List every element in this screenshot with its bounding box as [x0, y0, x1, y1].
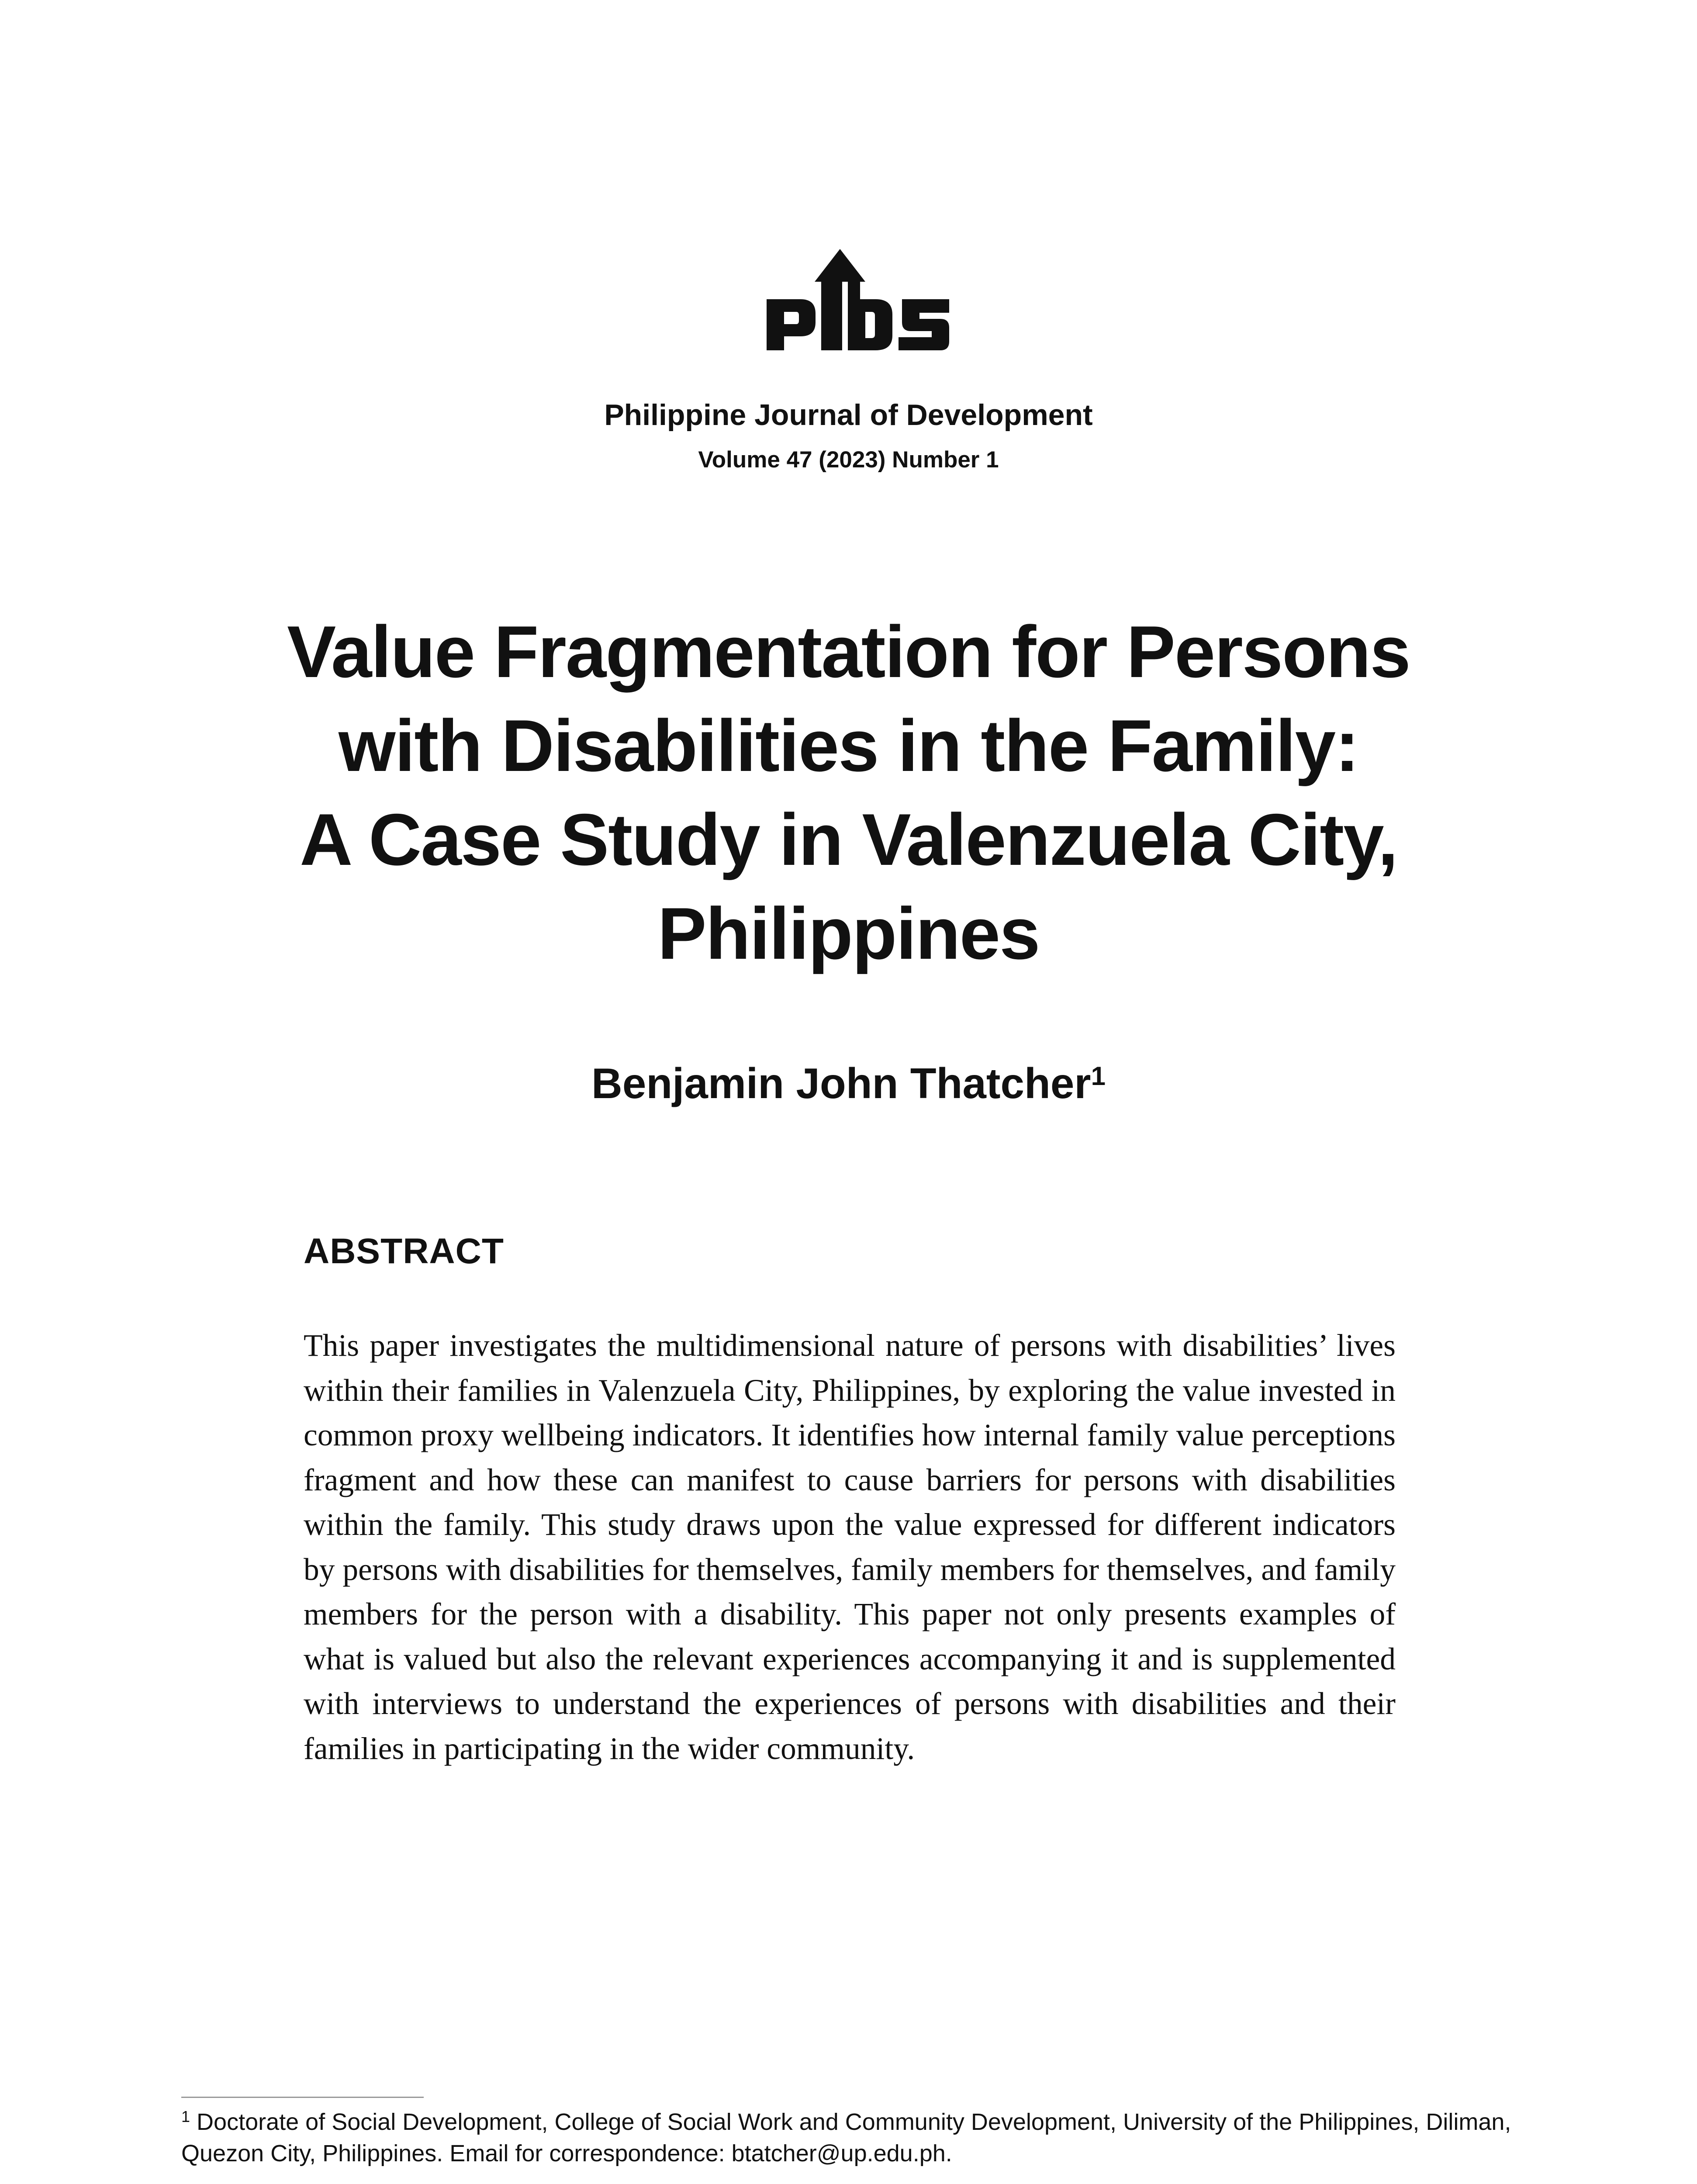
journal-issue: Volume 47 (2023) Number 1: [698, 447, 999, 473]
title-line: with Disabilities in the Family:: [338, 705, 1359, 787]
journal-name: Philippine Journal of Development: [604, 398, 1093, 432]
footnote-text: Doctorate of Social Development, College of Social Work and Community Development, University of the Philippines, Diliman, Quezon City, Philippines. Email for correspondence: btatcher@up.edu.ph.: [181, 2109, 1511, 2167]
pids-logo: [767, 249, 950, 358]
footnote: [181, 2106, 1518, 2169]
title-line: Philippines: [657, 892, 1040, 975]
author-name-text: Benjamin John Thatcher: [591, 1059, 1091, 1107]
title-line: Value Fragmentation for Persons: [287, 611, 1410, 693]
paper-title: [0, 605, 1697, 981]
title-line: A Case Study in Valenzuela City,: [300, 798, 1397, 881]
author-footnote-marker[interactable]: 1: [1091, 1061, 1106, 1091]
abstract-heading: ABSTRACT: [304, 1231, 504, 1271]
abstract-body: This paper investigates the multidimensional nature of persons with disabilities’ lives within their families in Valenzuela City, Philippines, by exploring the value invested in common proxy wellbeing indicators. It identifies how internal family value perceptions fragment and how these can manifest to cause barriers for persons with disabilities within the family. This study draws upon the value expressed for different indicators by persons with disabilities for themselves, family members for themselves, and family members for the person with a disability. This paper not only presents examples of what is valued but also the relevant experiences accompanying it and is supplemented with interviews to understand the experiences of persons with disabilities and their families in participating in the wider community.: [304, 1328, 1396, 1766]
footnote-divider: [181, 2097, 424, 2098]
author-name: [0, 1057, 1697, 1109]
footnote-marker: 1: [181, 2108, 190, 2125]
